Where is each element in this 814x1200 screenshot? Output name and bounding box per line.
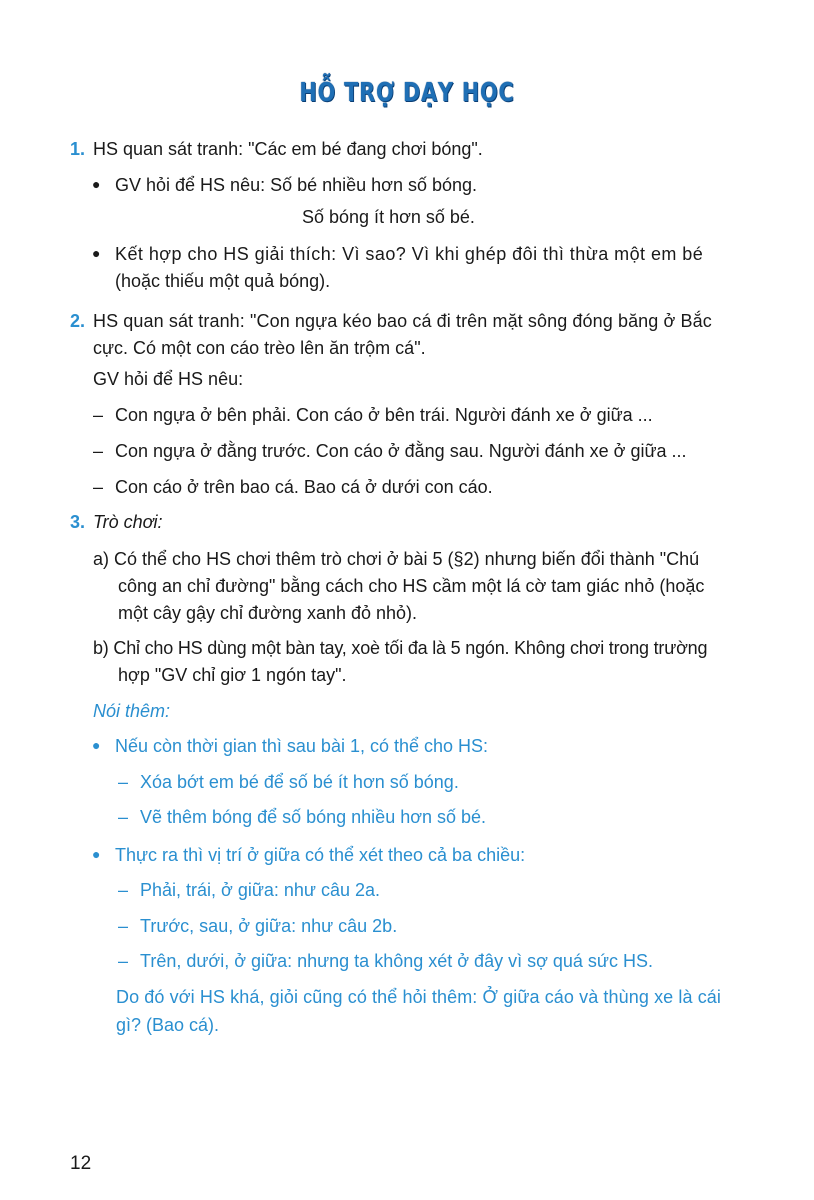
section-number-3: 3. xyxy=(70,512,86,532)
note-heading: Nói thêm: xyxy=(93,701,171,721)
bullet-icon: ● xyxy=(92,245,101,261)
dash-icon: – xyxy=(118,951,129,971)
bullet-text: (hoặc thiếu một quả bóng). xyxy=(115,271,331,291)
bullet-icon: ● xyxy=(92,846,101,862)
item-b-line: b) Chỉ cho HS dùng một bàn tay, xoè tối đa là 5 ngón. Không chơi trong trường xyxy=(93,638,708,658)
dash-icon: – xyxy=(118,880,129,900)
section-1-line: HS quan sát tranh: "Các em bé đang chơi bóng". xyxy=(93,139,483,159)
page-title: HỖ TRỢ DẠY HỌC xyxy=(299,78,515,108)
bullet-text-line: Kết hợp cho HS giải thích: Vì sao? Vì khi ghép đôi thì thừa một em bé xyxy=(115,244,704,264)
dash-item: Con ngựa ở đằng trước. Con cáo ở đằng sau. Người đánh xe ở giữa ... xyxy=(115,441,687,461)
note-dash-item: Trước, sau, ở giữa: như câu 2b. xyxy=(140,916,398,936)
note-conclusion: Do đó với HS khá, giỏi cũng có thể hỏi thêm: Ở giữa cáo và thùng xe là cái xyxy=(116,987,722,1007)
item-b-line: hợp "GV chỉ giơ 1 ngón tay". xyxy=(118,665,347,685)
bullet-icon: ● xyxy=(92,737,101,753)
item-a-line: một cây gậy chỉ đường xanh đỏ nhỏ). xyxy=(118,603,418,623)
bullet-icon: ● xyxy=(92,176,101,192)
page-number: 12 xyxy=(70,1153,92,1174)
note-conclusion: gì? (Bao cá). xyxy=(116,1015,220,1035)
section-2-line: GV hỏi để HS nêu: xyxy=(93,369,244,389)
section-number-2: 2. xyxy=(70,311,86,331)
note-dash-item: Xóa bớt em bé để số bé ít hơn số bóng. xyxy=(140,772,459,792)
note-dash-item: Phải, trái, ở giữa: như câu 2a. xyxy=(140,880,381,900)
note-dash-item: Vẽ thêm bóng để số bóng nhiều hơn số bé. xyxy=(140,807,487,827)
dash-item: Con cáo ở trên bao cá. Bao cá ở dưới con cáo. xyxy=(115,477,493,497)
section-2-line: HS quan sát tranh: "Con ngựa kéo bao cá đi trên mặt sông đóng băng ở Bắc xyxy=(93,311,712,331)
note-bullet: Thực ra thì vị trí ở giữa có thể xét theo cả ba chiều: xyxy=(115,845,526,865)
dash-icon: – xyxy=(93,477,104,497)
item-a-line: a) Có thể cho HS chơi thêm trò chơi ở bài 5 (§2) nhưng biến đổi thành "Chú xyxy=(93,549,700,569)
dash-icon: – xyxy=(118,807,129,827)
section-3-heading: Trò chơi: xyxy=(93,512,163,532)
dash-icon: – xyxy=(93,441,104,461)
bullet-text: Số bóng ít hơn số bé. xyxy=(302,207,475,227)
dash-item: Con ngựa ở bên phải. Con cáo ở bên trái. Người đánh xe ở giữa ... xyxy=(115,405,653,425)
bullet-text xyxy=(115,243,799,265)
section-number-1: 1. xyxy=(70,139,86,159)
note-dash-item: Trên, dưới, ở giữa: nhưng ta không xét ở đây vì sợ quá sức HS. xyxy=(140,951,653,971)
note-bullet: Nếu còn thời gian thì sau bài 1, có thể cho HS: xyxy=(115,736,489,756)
item-a-line: công an chỉ đường" bằng cách cho HS cầm một lá cờ tam giác nhỏ (hoặc xyxy=(118,576,705,596)
dash-icon: – xyxy=(118,772,129,792)
dash-icon: – xyxy=(118,916,129,936)
section-2-line: cực. Có một con cáo trèo lên ăn trộm cá". xyxy=(93,338,426,358)
bullet-text: GV hỏi để HS nêu: Số bé nhiều hơn số bóng. xyxy=(115,175,478,195)
dash-icon: – xyxy=(93,405,104,425)
